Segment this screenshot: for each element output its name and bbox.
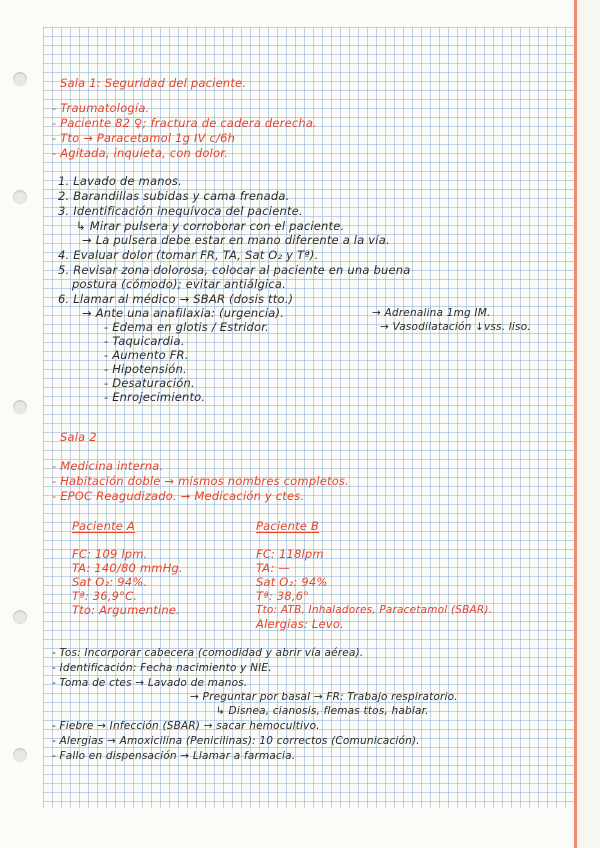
sala2-action: - Identificación: Fecha nacimiento y NIE. <box>52 662 272 674</box>
sala1-step: 5. Revisar zona dolorosa, colocar al paciente en una buena <box>58 263 411 277</box>
patient-b-line: Alergias: Levo. <box>256 617 344 631</box>
patient-b-line: Tª: 38,6° <box>256 589 310 603</box>
sala1-step-sub: ↳ Mirar pulsera y corroborar con el paciente. <box>76 219 345 233</box>
patient-b-line: Tto: ATB, Inhaladores, Paracetamol (SBAR). <box>256 604 493 616</box>
sala2-action-sub: → Preguntar por basal → FR: Trabajo respiratorio. <box>190 691 458 703</box>
sala1-bullet: - Tto → Paracetamol 1g IV c/6h <box>52 131 236 145</box>
sala1-step: 3. Identificación inequívoca del paciente. <box>58 204 303 218</box>
punch-hole <box>13 610 27 624</box>
sala2-action-sub: ↳ Disnea, cianosis, flemas ttos, hablar. <box>216 705 429 717</box>
sala1-step: 6. Llamar al médico → SBAR (dosis tto.) <box>58 292 294 306</box>
anaphylaxis-sign: - Aumento FR. <box>104 348 189 362</box>
anaphylaxis-treatment: → Adrenalina 1mg IM. <box>372 307 491 319</box>
patient-b-line: TA: — <box>256 561 291 575</box>
sala2-action: - Fallo en dispensación → Llamar a farmacia. <box>52 750 296 762</box>
sala1-bullet: - Agitada, inquieta, con dolor. <box>52 146 228 160</box>
sala2-action: - Tos: Incorporar cabecera (comodidad y abrir vía aérea). <box>52 647 364 659</box>
punch-hole <box>13 400 27 414</box>
anaphylaxis-sign: - Enrojecimiento. <box>104 390 206 404</box>
anaphylaxis-sign: - Desaturación. <box>104 376 195 390</box>
punch-hole <box>13 190 27 204</box>
anaphylaxis-treatment: → Vasodilatación ↓vss. liso. <box>380 321 531 333</box>
sala1-step-sub: → La pulsera debe estar en mano diferente a la vía. <box>82 233 390 247</box>
patient-a-line: Sat O₂: 94%. <box>72 575 148 589</box>
patient-b-title: Paciente B <box>256 519 319 533</box>
patient-a-line: FC: 109 lpm. <box>72 547 148 561</box>
anaphylaxis-sign: - Edema en glotis / Estridor. <box>104 320 269 334</box>
anaphylaxis-header: → Ante una anafilaxia: (urgencia). <box>82 306 285 320</box>
patient-a-title: Paciente A <box>72 519 135 533</box>
patient-a-line: Tto: Argumentine. <box>72 603 180 617</box>
sala2-action: - Fiebre → Infección (SBAR) → sacar hemocultivo. <box>52 720 320 732</box>
sala1-step: 4. Evaluar dolor (tomar FR, TA, Sat O₂ y Tª). <box>58 248 319 262</box>
sala1-bullet: - Paciente 82 ♀; fractura de cadera derecha. <box>52 116 318 130</box>
sala1-step-cont: postura (cómodo); evitar antiálgica. <box>72 277 287 291</box>
patient-b-line: Sat O₂: 94% <box>256 575 328 589</box>
patient-a-line: Tª: 36,9°C. <box>72 589 138 603</box>
sala2-bullet: - Habitación doble → mismos nombres completos. <box>52 474 349 488</box>
punch-hole <box>13 748 27 762</box>
anaphylaxis-sign: - Taquicardia. <box>104 334 185 348</box>
anaphylaxis-sign: - Hipotensión. <box>104 362 187 376</box>
patient-b-line: FC: 118lpm <box>256 547 324 561</box>
sala2-action: - Toma de ctes → Lavado de manos. <box>52 677 248 689</box>
sala1-title: Sala 1: Seguridad del paciente. <box>60 76 247 90</box>
patient-a-line: TA: 140/80 mmHg. <box>72 561 183 575</box>
page-edge <box>577 0 600 848</box>
bottom-margin <box>0 808 600 848</box>
sala1-bullet: - Traumatología. <box>52 101 150 115</box>
sala2-bullet: - Medicina interna. <box>52 459 164 473</box>
punch-hole <box>13 72 27 86</box>
sala2-title: Sala 2 <box>60 430 97 444</box>
sala2-action: - Alergias → Amoxicilina (Penicilinas): 10 correctos (Comunicación). <box>52 735 420 747</box>
sala2-bullet: - EPOC Reagudizado. → Medicación y ctes. <box>52 489 305 503</box>
top-margin <box>0 0 600 27</box>
sala1-step: 1. Lavado de manos. <box>58 174 182 188</box>
sala1-step: 2. Barandillas subidas y cama frenada. <box>58 189 290 203</box>
left-margin <box>0 0 43 848</box>
